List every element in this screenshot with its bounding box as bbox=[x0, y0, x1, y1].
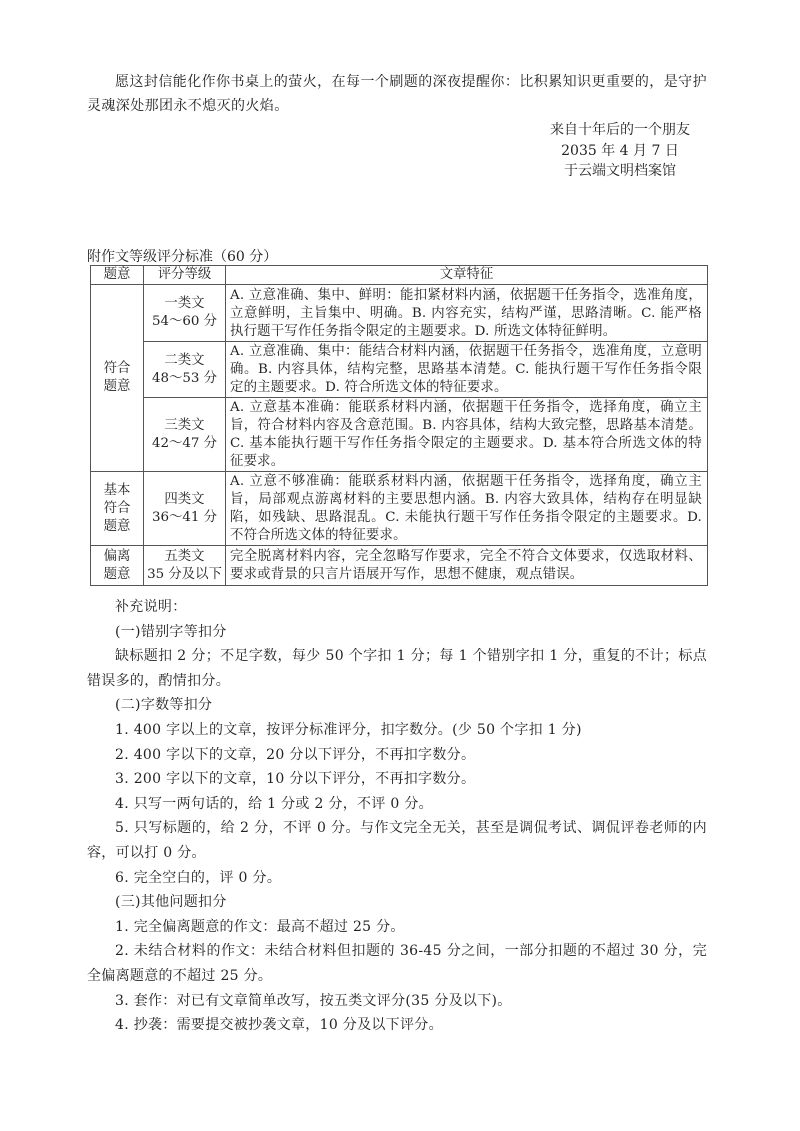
grade-cell bbox=[144, 398, 226, 472]
header-grade: 评分等级 bbox=[144, 266, 226, 285]
closing-paragraph: 愿这封信能化作你书桌上的萤火，在每一个刷题的深夜提醒你：比积累知识更重要的，是守护灵魂深处那团永不熄灭的火焰。 bbox=[87, 74, 707, 114]
grade-cell bbox=[144, 285, 226, 342]
header-topic: 题意 bbox=[91, 266, 144, 285]
topic-text: 偏离题意 bbox=[103, 548, 131, 582]
signature-place: 于云端文明档案馆 bbox=[564, 163, 676, 179]
features-cell: A. 立意准确、集中：能结合材料内涵，依据题干任务指令，选准角度，立意明确。B. 内容具体，结构完整，思路基本清楚。C. 能执行题干写作任务指令限定的主题要求。D. 符合所选文体的特征要求。 bbox=[226, 342, 708, 398]
letter-closing bbox=[87, 70, 707, 118]
list-item: 1. 400 字以上的文章，按评分标准评分，扣字数分。(少 50 个字扣 1 分) bbox=[115, 721, 582, 738]
topic-cell bbox=[91, 546, 144, 586]
list-item: 1. 完全偏离题意的作文：最高不超过 25 分。 bbox=[115, 918, 405, 935]
grade-name: 一类文 bbox=[164, 296, 205, 311]
list-item: 2. 未结合材料的作文：未结合材料但扣题的 36-45 分之间，一部分扣题的不超过 30 分，完全偏离题意的不超过 25 分。 bbox=[87, 943, 707, 984]
grade-range: 35 分及以下 bbox=[147, 566, 222, 582]
grade-range: 36～41 分 bbox=[151, 509, 218, 525]
list-item: 3. 200 字以下的文章，10 分以下评分，不再扣字数分。 bbox=[115, 771, 476, 788]
topic-cell bbox=[91, 472, 144, 546]
table-row bbox=[91, 472, 708, 546]
list-item: 5. 只写标题的，给 2 分，不评 0 分。与作文完全无关，甚至是调侃考试、调侃评卷老师的内容，可以打 0 分。 bbox=[87, 820, 707, 861]
topic-text: 基本符合题意 bbox=[103, 482, 131, 534]
rubric-caption: 附作文等级评分标准（60 分） bbox=[87, 249, 278, 265]
grade-range: 48～53 分 bbox=[151, 370, 218, 386]
grade-cell bbox=[144, 546, 226, 586]
list-item: 2. 400 字以下的文章，20 分以下评分，不再扣字数分。 bbox=[115, 746, 476, 763]
grade-cell bbox=[144, 472, 226, 546]
table-row bbox=[91, 398, 708, 472]
grade-name: 二类文 bbox=[164, 352, 205, 368]
signature bbox=[520, 120, 720, 182]
features-cell: 完全脱离材料内容，完全忽略写作要求，完全不符合文体要求，仅选取材料、要求或背景的只言片语展开写作，思想不健康，观点错误。 bbox=[226, 546, 708, 586]
grade-name: 五类文 bbox=[164, 548, 205, 564]
table-row bbox=[91, 285, 708, 342]
rubric-table bbox=[90, 265, 708, 586]
features-cell: A. 立意准确、集中、鲜明：能扣紧材料内涵，依据题干任务指令，选准角度，立意鲜明，主旨集中、明确。B. 内容充实，结构严谨，思路清晰。C. 能严格执行题干写作任务指令限定的主题要求。D. 所选文体特征鲜明。 bbox=[226, 285, 708, 342]
features-cell: A. 立意基本准确：能联系材料内涵，依据题干任务指令，选择角度，确立主旨，符合材料内容及含意范围。B. 内容具体，结构大致完整，思路基本清楚。C. 基本能执行题干写作任务指令限定的主题要求。D. 基本符合所选文体的特征要求。 bbox=[226, 398, 708, 472]
features-cell: A. 立意不够准确：能联系材料内涵，依据题干任务指令，选择角度，确立主旨，局部观点游离材料的主要思想内涵。B. 内容大致具体，结构存在明显缺陷，如残缺、思路混乱。C. 未能执行题干写作任务指令限定的主题要求。D. 不符合所选文体的特征要求。 bbox=[226, 472, 708, 546]
table-header-row bbox=[91, 266, 708, 285]
table-row bbox=[91, 342, 708, 398]
section-title: (三)其他问题扣分 bbox=[115, 894, 227, 911]
topic-cell bbox=[91, 285, 144, 472]
header-features: 文章特征 bbox=[226, 266, 708, 285]
signature-sender: 来自十年后的一个朋友 bbox=[550, 122, 690, 138]
list-item: 4. 只写一两句话的，给 1 分或 2 分，不评 0 分。 bbox=[115, 795, 433, 812]
table-row bbox=[91, 546, 708, 586]
supplementary-notes bbox=[87, 595, 707, 1038]
list-item: 6. 完全空白的，评 0 分。 bbox=[115, 869, 282, 886]
grade-range: 54～60 分 bbox=[151, 314, 218, 329]
grade-name: 四类文 bbox=[164, 491, 205, 507]
notes-title: 补充说明： bbox=[115, 599, 187, 615]
section-text: 缺标题扣 2 分；不足字数，每少 50 个字扣 1 分；每 1 个错别字扣 1 分，重复的不计；标点错误多的，酌情扣分。 bbox=[87, 648, 707, 689]
grade-range: 42～47 分 bbox=[151, 435, 218, 451]
topic-text: 符合题意 bbox=[103, 361, 131, 394]
section-title: (二)字数等扣分 bbox=[115, 697, 213, 714]
list-item: 4. 抄袭：需要提交被抄袭文章，10 分及以下评分。 bbox=[115, 1017, 443, 1034]
grade-cell bbox=[144, 342, 226, 398]
section-title: (一)错别字等扣分 bbox=[115, 623, 227, 640]
list-item: 3. 套作：对已有文章简单改写，按五类文评分(35 分及以下)。 bbox=[115, 992, 512, 1009]
grade-name: 三类文 bbox=[164, 417, 205, 433]
signature-date: 2035 年 4 月 7 日 bbox=[561, 142, 679, 159]
